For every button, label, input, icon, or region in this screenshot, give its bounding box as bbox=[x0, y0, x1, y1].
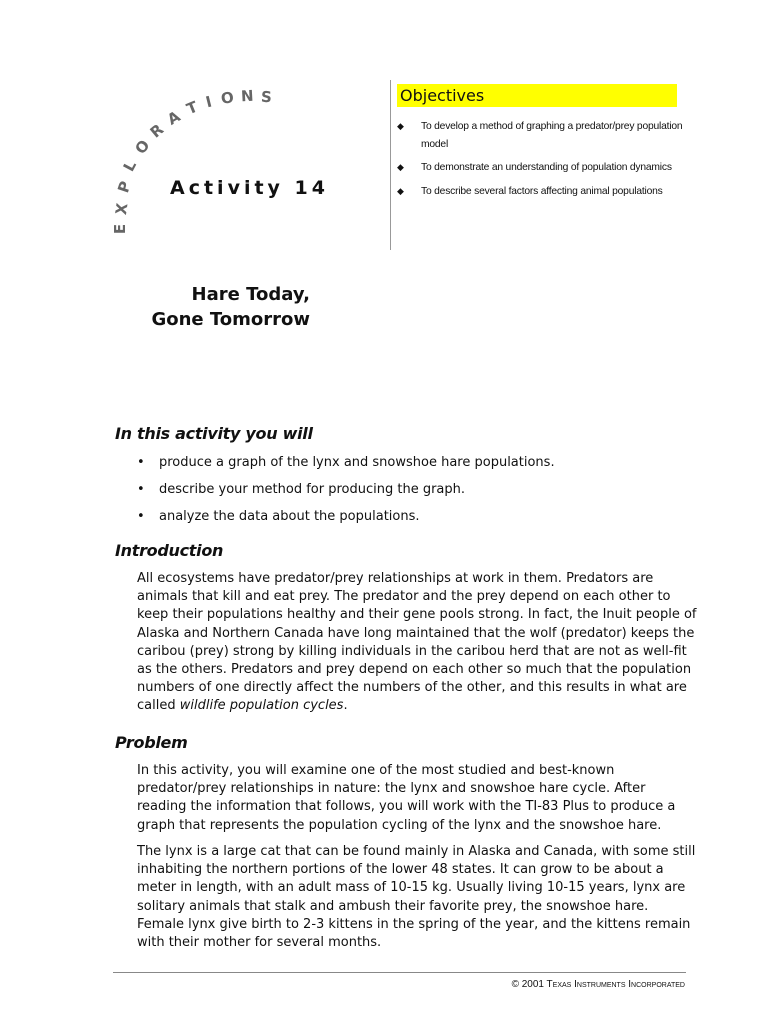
introduction-text-end: . bbox=[343, 698, 348, 714]
page-title bbox=[100, 282, 310, 332]
objective-item: ◆ To demonstrate an understanding of population dynamics bbox=[397, 159, 697, 177]
footer-rule bbox=[113, 972, 686, 973]
activity-bullet-list bbox=[137, 449, 555, 530]
activity-bullet-item: • produce a graph of the lynx and snowshoe hare populations. bbox=[137, 449, 555, 476]
title-line-2: Gone Tomorrow bbox=[151, 309, 310, 330]
logo-letter-x: X bbox=[112, 202, 132, 216]
problem-paragraph-2: The lynx is a large cat that can be found mainly in Alaska and Canada, with some still inhabiting the northern portions of the lower 48 states. It can grow to be about a meter in length, with an adult mass of 10-15 kg. Usually living 10-15 years, lynx are solitary animals that stalk and ambush their favorite prey, the snowshoe hare. Female lynx give birth to 2-3 kittens in the spring of the year, and the kittens remain with their mother for several months. bbox=[137, 844, 696, 951]
objectives-list bbox=[397, 118, 697, 206]
in-this-activity-heading: In this activity you will bbox=[115, 424, 313, 443]
activity-label: Activity 14 bbox=[170, 177, 329, 199]
logo-letter-l: L bbox=[119, 157, 140, 175]
objective-item: ◆ To develop a method of graphing a predator/prey population model bbox=[397, 118, 697, 153]
logo-letter-o: O bbox=[131, 136, 154, 158]
logo-letter-t: T bbox=[184, 97, 201, 119]
introduction-paragraph bbox=[137, 570, 697, 716]
logo-letter-e: E bbox=[111, 223, 130, 235]
introduction-heading: Introduction bbox=[115, 541, 224, 560]
copyright-footer: © 2001 Texas Instruments Incorporated bbox=[511, 979, 685, 990]
problem-paragraph-1: In this activity, you will examine one of the most studied and best-known predator/prey relationships in nature: the lynx and snowshoe hare cycle. After reading the information that follows, you will work with the TI-83 Plus to produce a graph that represents the population cycling of the lynx and the snowshoe hare. bbox=[137, 763, 676, 833]
divider-line bbox=[390, 80, 391, 250]
logo-letter-a: A bbox=[164, 107, 184, 129]
logo-letter-n: N bbox=[240, 86, 255, 106]
logo-letter-i: I bbox=[203, 92, 214, 112]
activity-bullet-item: • describe your method for producing the graph. bbox=[137, 476, 555, 503]
objectives-heading: Objectives bbox=[397, 84, 677, 107]
objective-item: ◆ To describe several factors affecting animal populations bbox=[397, 183, 697, 201]
explorations-logo bbox=[105, 80, 285, 240]
introduction-text: All ecosystems have predator/prey relationships at work in them. Predators are animals that kill and eat prey. The predator and the prey depend on each other to keep their populations healthy and their gene pools strong. In fact, the Inuit people of Alaska and Northern Canada have long maintained that the wolf (predator) keeps the caribou (prey) strong by killing individuals in the caribou herd that are not as well-fit as the others. Predators and prey depend on each other so much that the population numbers of one directly affect the numbers of the other, and this results in what are called bbox=[137, 571, 697, 714]
activity-bullet-item: • analyze the data about the populations. bbox=[137, 503, 555, 530]
logo-letter-r: R bbox=[146, 120, 167, 142]
introduction-italic-term: wildlife population cycles bbox=[179, 698, 344, 714]
title-line-1: Hare Today, bbox=[191, 284, 310, 305]
logo-letter-s: S bbox=[260, 87, 273, 107]
logo-letter-p: P bbox=[114, 178, 135, 196]
logo-letter-o2: O bbox=[219, 88, 235, 108]
problem-heading: Problem bbox=[115, 733, 188, 752]
